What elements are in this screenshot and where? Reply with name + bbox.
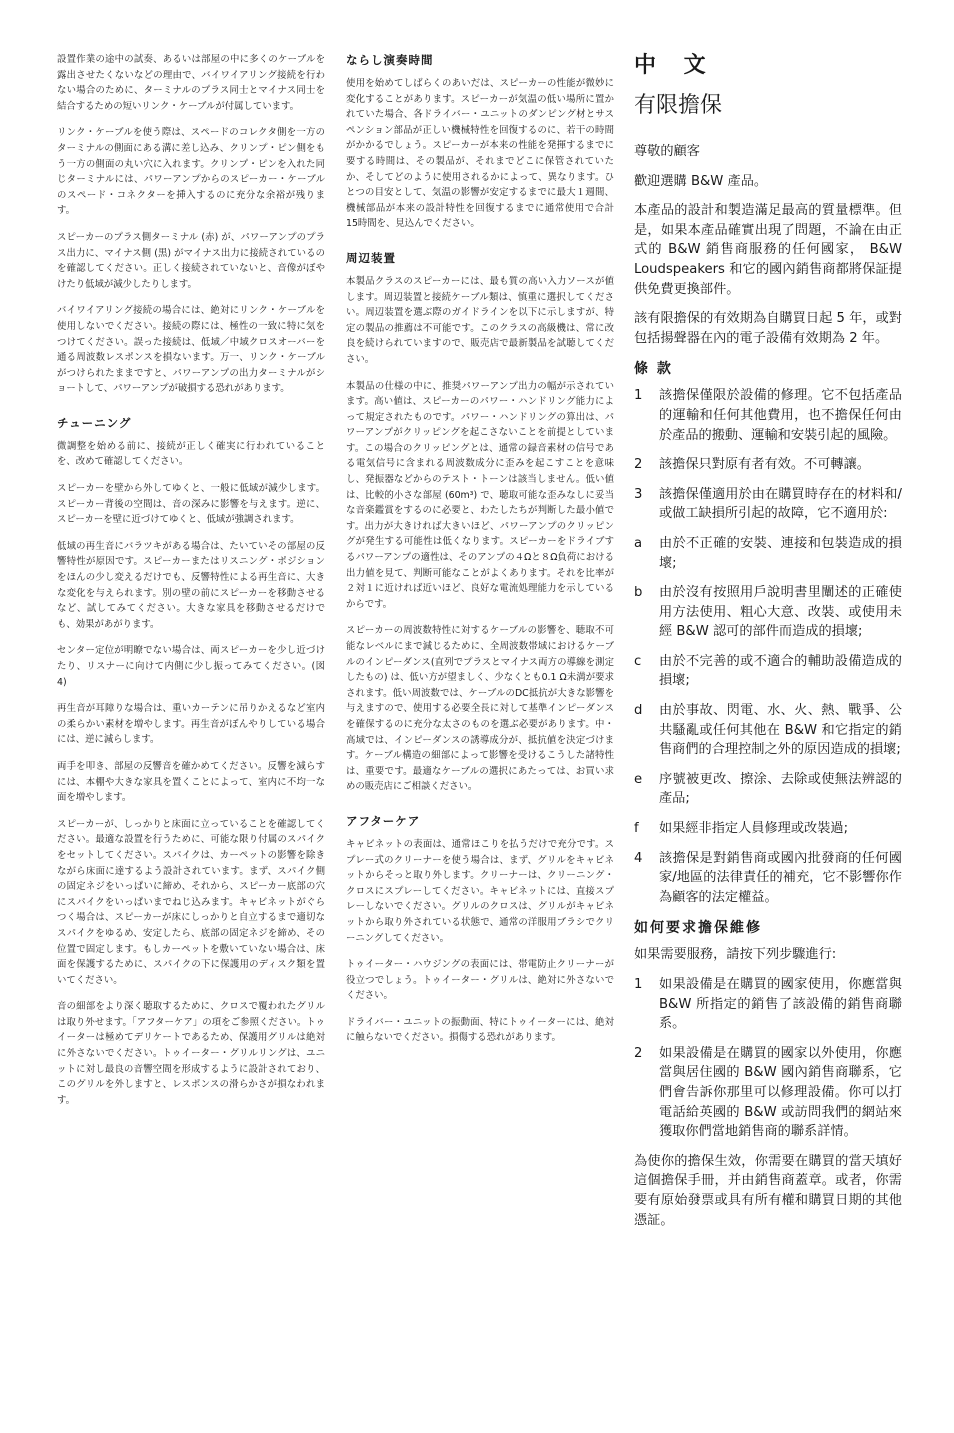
- service-step: [634, 1044, 902, 1142]
- paragraph-center-image: センター定位が明瞭でない場合は、両スピーカーを少し近づけたり、リスナーに向けて内側に少し振ってみてください。(図 4): [57, 645, 325, 688]
- terms-item: [634, 819, 902, 839]
- terms-item-mark: a: [634, 535, 643, 551]
- warranty-title: 有限擔保: [634, 93, 723, 118]
- paragraph-tweeter-housing: トゥイーター・ハウジングの表面には、帯電防止クリーナーが役立つでしょう。トゥイーター・グリルは、絶対に外さないでください。: [346, 959, 614, 1002]
- terms-item: [634, 701, 902, 760]
- terms-item: [634, 652, 902, 691]
- greeting: 尊敬的顧客: [634, 144, 700, 159]
- welcome-text: 歡迎選購 B&W 產品。: [634, 173, 768, 189]
- terms-item: [634, 534, 902, 573]
- heading-aftercare: アフターケア: [346, 813, 421, 828]
- terms-item: [634, 485, 902, 524]
- terms-item-text: 如果經非指定人員修理或改裝過;: [659, 821, 849, 837]
- heading-terms: 條 款: [634, 361, 673, 378]
- paragraph-amplifier: 本製品の仕様の中に、推奨パワーアンプ出力の幅が示されています。高い値は、スピーカーのパワー・ハンドリング能力によって規定されたものです。パワー・ハンドリングの算出は、パワーアンプがクリッピングを起こさないことを前提としています。この場合のクリッピングとは、通常の録音素材の信号である電気信号に含まれる周波数成分に歪みを起こすことを意味し、発振器などからのテスト・トーンは該当しません。低い値は、比較的小さな部屋 (60m³) で、聴取可能な歪みなしに妥当な音楽鑑賞をするのに必要と、わたしたちが判断した最小値です。出力が大きければ大きいほど、パワーアンプのクリッピングが発生する可能性は低くなります。スピーカーをドライブするパワーアンプの適性は、そのアンプの４Ωと８Ω負荷における出力値を見て、判断可能なことがよくあります。それを比率が２対１に近ければ近いほど、良好な電流処理能力を示しているからです。: [346, 380, 614, 610]
- chinese-column: [634, 52, 902, 1240]
- japanese-column-left: [57, 52, 325, 1119]
- terms-item-mark: 3: [634, 486, 643, 502]
- terms-item-text: 由於不正確的安裝、連接和包裝造成的損壞;: [659, 535, 902, 571]
- service-intro: 如果需要服務，請按下列步驟進行:: [634, 947, 837, 963]
- japanese-column-middle: [346, 52, 614, 1057]
- terms-item: [634, 386, 902, 445]
- heading-service: 如何要求擔保維修: [634, 920, 762, 937]
- terms-item-mark: 4: [634, 850, 643, 866]
- terms-item-mark: 1: [634, 388, 643, 404]
- paragraph-wall-distance: スピーカーを壁から外してゆくと、一般に低域が減少します。スピーカー背後の空間は、音の深みに影響を与えます。逆に、スピーカーを壁に近づけてゆくと、低域が強調されます。: [57, 483, 325, 526]
- terms-item-text: 該擔保僅限於設備的修理。它不包括產品的運輸和任何其他費用，也不擔保任何由於產品的搬動、運輸和安裝引起的風險。: [659, 388, 902, 443]
- terms-item-text: 由於不完善的或不適合的輔助設備造成的損壞;: [659, 653, 902, 689]
- paragraph-bi-wiring: バイワイアリング接続の場合には、絶対にリンク・ケーブルを使用しないでください。接続の際には、極性の一致に特に気をつけてください。誤った接続は、低域／中域クロスオーバーを通る周波数レスポンスを損ないます。万一、リンク・ケーブルがつけられたままですと、パワーアンプの出力ターミナルがショートして、パワーアンプが破損する恐れがあります。: [57, 305, 325, 395]
- paragraph-polarity: スピーカーのプラス側ターミナル (赤) が、パワーアンプのプラス出力に、マイナス側 (黒) がマイナス出力に接続されているのを確認してください。正しく接続されていないと、音像がぼやけたり低域が減少したりします。: [57, 231, 325, 290]
- paragraph-room-echo: 両手を叩き、部屋の反響音を確かめてください。反響を減らすには、本棚や大きな家具を置くことによって、室内に不均一な面を増やします。: [57, 760, 325, 804]
- terms-item-text: 由於沒有按照用戶說明書里闡述的正確使用方法使用、粗心大意、改裝、或使用未經 B&W 認可的部件而造成的損壞;: [659, 585, 902, 640]
- terms-item-text: 由於事故、閃電、水、火、熱、戰爭、公共騷亂或任何其他在 B&W 和它指定的銷售商們的合理控制之外的原因造成的損壞;: [659, 703, 902, 758]
- service-step: [634, 975, 902, 1034]
- paragraph-grille: 音の細部をより深く聴取するために、クロスで覆われたグリルは取り外せます。「アフターケア」の項をご参照ください。トゥイーターは極めてデリケートであるため、保護用グリルは絶対に外さないでください。トゥイーター・グリルリングは、ユニットに対し最良の音響空間を形成するように設計されており、このグリルを外しますと、レスポンスの滑らかさが損なわれます。: [57, 1001, 325, 1106]
- service-step-text: 如果設備是在購買的國家使用，你應當與 B&W 所指定的銷售了該設備的銷售商聯系。: [659, 977, 902, 1032]
- terms-item-text: 該擔保僅適用於由在購買時存在的材料和/或做工缺損所引起的故障，它不適用於:: [659, 486, 902, 522]
- paragraph-driver-warning: ドライバー・ユニットの振動面、特にトゥイーターには、絶対に触らないでください。損傷する恐れがあります。: [346, 1016, 614, 1044]
- terms-item-mark: d: [634, 703, 643, 719]
- terms-item-text: 該擔保是對銷售商或國內批發商的任何國家/地區的法律責任的補充，它不影響你作為顧客的法定權益。: [659, 850, 902, 905]
- terms-item: [634, 455, 902, 475]
- service-step-text: 如果設備是在購買的國家以外使用，你應當與居住國的 B&W 國內銷售商聯系，它們會告訴你那里可以修理設備。你可以打電話給英國的 B&W 或訪問我們的網站來獲取你們當地銷售商的聯系詳情。: [659, 1045, 902, 1140]
- terms-item-mark: 2: [634, 457, 643, 473]
- terms-list: [634, 386, 902, 907]
- paragraph-cables: スピーカーの周波数特性に対するケーブルの影響を、聴取不可能なレベルにまで減じるために、全周波数帯域におけるケーブルのインピーダンス(直列でプラスとマイナス両方の導線を測定したもの) は、低い方が望ましく、少なくとも0.1 Ω未満が要求されます。低い周波数では、ケーブルのDC抵抗が大きな影響を与えますので、使用する必要全長に対して基準インピーダンスを確保するのに充分な太さのものを選ぶ必要があります。中・高域では、インピーダンスの誘導成分が、抵抗値を決定づけます。ケーブル構造の細部によって影響を受けるこうした諸特性は、重要です。最適なケーブルの選択にあたっては、お買い求めの販売店にご相談ください。: [346, 625, 615, 793]
- terms-item: [634, 583, 902, 642]
- terms-item-text: 序號被更改、擦涂、去除或使無法辨認的產品;: [659, 771, 902, 807]
- service-steps-list: [634, 975, 902, 1142]
- paragraph-tuning-check: 微調整を始める前に、接続が正しく確実に行われていることを、改めて確認してください。: [57, 440, 325, 468]
- terms-item-text: 該擔保只對原有者有效。不可轉讓。: [659, 457, 870, 473]
- terms-item-mark: c: [634, 653, 642, 669]
- terms-item-mark: b: [634, 585, 643, 601]
- language-title: 中 文: [634, 53, 716, 78]
- paragraph-closing: 為使你的擔保生效，你需要在購買的當天填好這個擔保手冊，并由銷售商蓋章。或者，你需要有原始發票或具有所有權和購買日期的其他憑証。: [634, 1153, 902, 1228]
- paragraph-spikes: スピーカーが、しっかりと床面に立っていることを確認してください。最適な設置を行うために、可能な限り付属のスパイクをセットしてください。スパイクは、カーペットの影響を除きながら床面に達するよう設計されています。まず、スパイク側の固定ネジをいっぱいに締め、それから、スピーカー底部の穴にスパイクをいっぱいまでねじ込みます。キャビネットがぐらつく場合は、スピーカーが床にしっかりと自立するまで適切なスパイクをゆるめ、安定したら、底部の固定ネジを締め、その位置で固定します。もしカーペットを敷いていない場合は、床面を保護するために、スパイクの下に保護用のディスク類を置いてください。: [57, 818, 325, 986]
- paragraph-break-in: 使用を始めてしばらくのあいだは、スピーカーの性能が微妙に変化することがあります。スピーカーが気温の低い場所に置かれていた場合、各ドライバー・ユニットのダンピング材とサスペンション部品が正しい機械特性を回復するのに、若干の時間がかかるでしょう。スピーカーが本来の性能を発揮するまでに要する時間は、その製品が、それまでどこに保管されていたか、そしてどのように使用されるかによって、異なります。ひとつの目安として、気温の影響が安定するまでに最大１週間、機械部品が本来の設計特性を回復するまでに通常使用で合計 15時間を、見込んでください。: [346, 78, 614, 230]
- paragraph-peripherals: 本製品クラスのスピーカーには、最も質の高い入力ソースが値します。周辺装置と接続ケーブル類は、慎重に選択してください。周辺装置を選ぶ際のガイドラインを以下に示しますが、特定の製品の推薦は不可能です。このクラスの高級機は、常に改良を続けられていますので、販売店で最新製品を試聴してください。: [346, 275, 614, 365]
- heading-tuning: チューニング: [57, 415, 132, 430]
- paragraph-cabinet-care: キャビネットの表面は、通常ほこりを払うだけで充分です。スプレー式のクリーナーを使う場合は、まず、グリルをキャビネットからそっと取り外します。クリーナーは、クリーニング・クロスにスプレーしてください。キャビネットには、直接スプレーしないでください。グリルのクロスは、グリルがキャビネットから取り外されている状態で、通常の洋服用ブラシでクリーニングしてください。: [346, 838, 614, 944]
- paragraph-link-cable-intro: 設置作業の途中の試奏、あるいは部屋の中に多くのケーブルを露出させたくないなどの理由で、バイワイアリング接続を行わない場合のために、ターミナルのプラス同士とマイナス同士を結合するための短いリンク・ケーブルが付属しています。: [57, 54, 325, 112]
- terms-item: [634, 849, 902, 908]
- terms-item: [634, 770, 902, 809]
- paragraph-harsh-sound: 再生音が耳障りな場合は、重いカーテンに吊りかえるなど室内の柔らかい素材を増やします。再生音がぼんやりしている場合には、逆に減らします。: [57, 703, 325, 746]
- paragraph-bass-unevenness: 低域の再生音にバラツキがある場合は、たいていその部屋の反響特性が原因です。スピーカーまたはリスニング・ポジションをほんの少し変えるだけでも、反響特性による再生音に、大きな変化を与えられます。別の壁の前にスピーカーを移動させるなど、試してみてください。大きな家具を移動させるだけでも、効果があがります。: [57, 540, 325, 630]
- service-step-mark: 2: [634, 1045, 643, 1061]
- service-step-mark: 1: [634, 977, 643, 992]
- heading-peripherals: 周辺装置: [346, 250, 396, 265]
- terms-item-mark: f: [634, 821, 639, 837]
- paragraph-link-cable-usage: リンク・ケーブルを使う際は、スペードのコレクタ側を一方のターミナルの側面にある溝に差し込み、クリンプ・ピン側をもう一方の側面の丸い穴に入れます。クリンプ・ピンを入れた同じターミナルには、パワーアンプからのスピーカー・ケーブルのスペード・コネクターを挿入するのに充分な余裕が残ります。: [57, 127, 325, 217]
- terms-item-mark: e: [634, 771, 643, 787]
- heading-break-in: ならし演奏時間: [346, 53, 434, 67]
- paragraph-warranty-period: 該有限擔保的有效期為自購買日起 5 年，或對包括揚聲器在內的電子設備有效期為 2 年。: [634, 311, 902, 346]
- paragraph-quality: 本產品的設計和製造滿足最高的質量標準。但是，如果本產品確實出現了問題，不論在由正式的 B&W 銷售商服務的任何國家， B&W Loudspeakers 和它的國內銷售商都將保証提供免費更換部件。: [634, 203, 902, 297]
